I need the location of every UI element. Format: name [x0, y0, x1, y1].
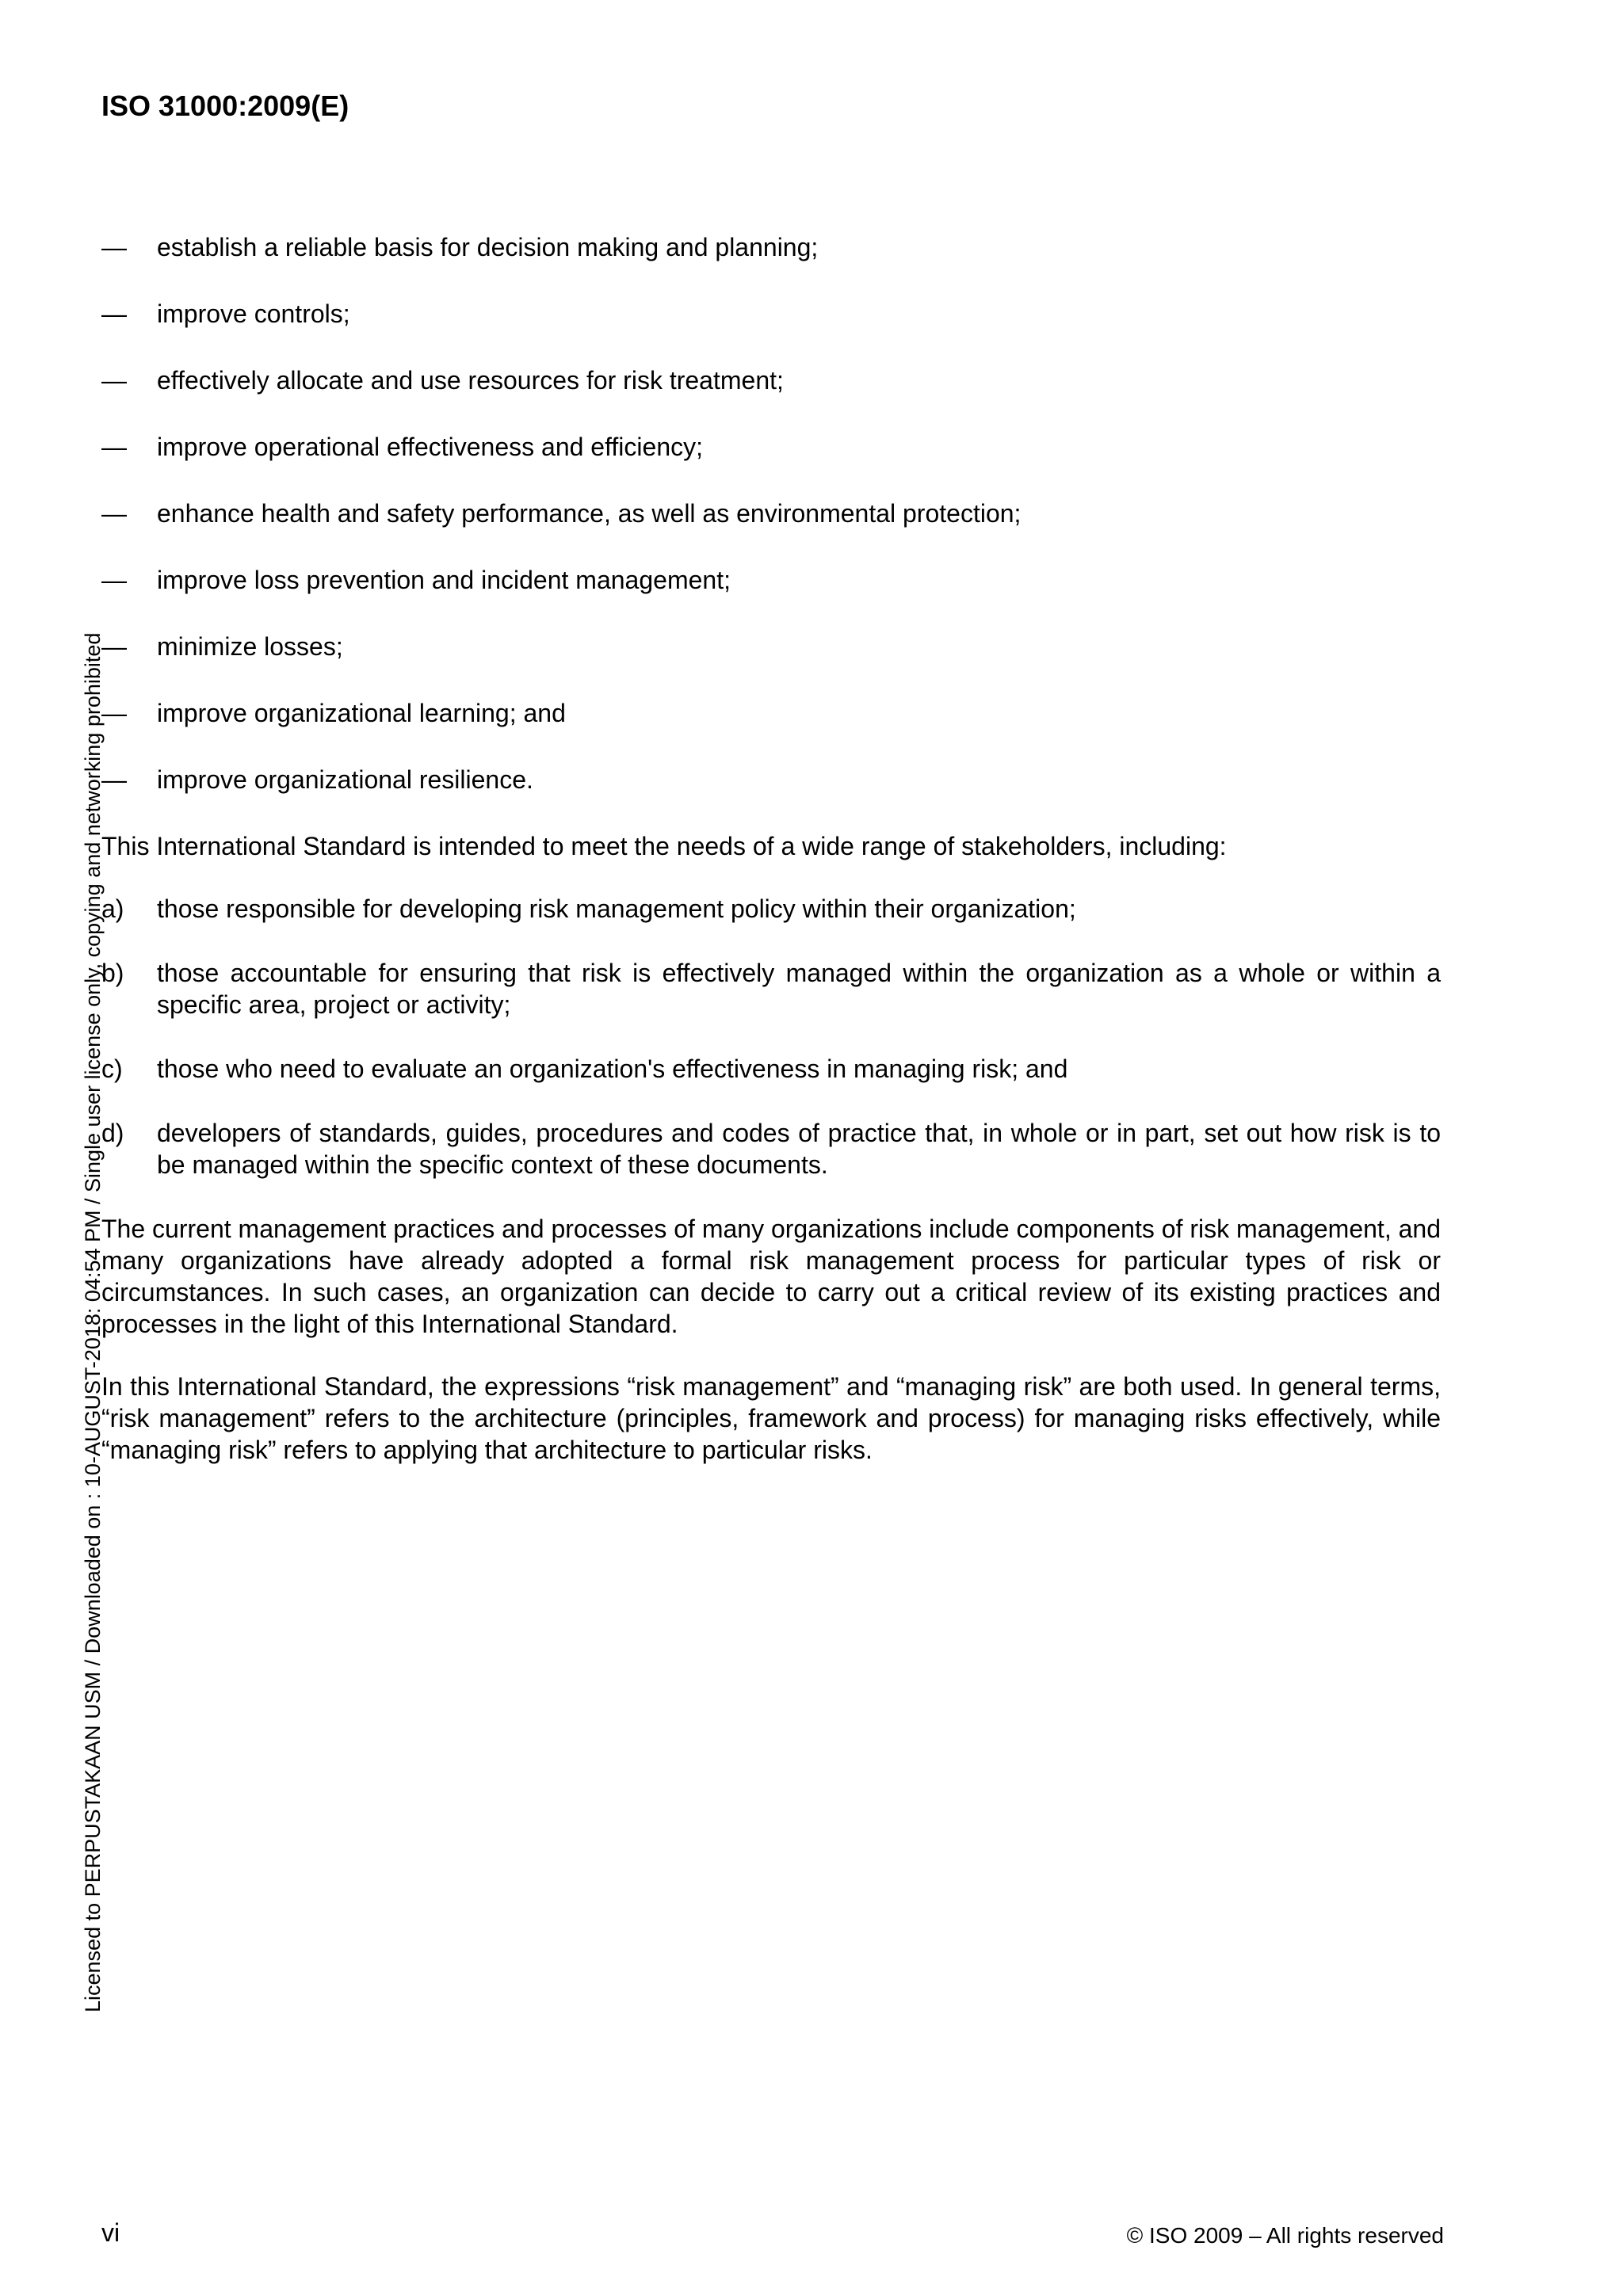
- body-paragraph: The current management practices and processes of many organizations include components of risk management, and many organizations have already adopted a formal risk management process for particular types of risk or circumstances. In such cases, an organization can decide to carry out a critical review of its existing practices and processes in the light of this International Standard.: [101, 1215, 1441, 1338]
- list-item-text: minimize losses;: [157, 632, 343, 661]
- list-item: [101, 431, 1441, 463]
- list-item-text: improve organizational learning; and: [157, 699, 566, 727]
- page-number: vi: [101, 2218, 120, 2247]
- list-item-text: those responsible for developing risk management policy within their organization;: [157, 894, 1076, 923]
- list-item-text: enhance health and safety performance, as well as environmental protection;: [157, 499, 1022, 528]
- dash-marker: —: [101, 433, 127, 461]
- list-item: [101, 631, 1441, 662]
- body-paragraph: In this International Standard, the expressions “risk management” and “managing risk” are both used. In general terms, “risk management” refers to the architecture (principles, framework and process) for managing risks effectively, while “managing risk” refers to applying that architecture to particular risks.: [101, 1372, 1441, 1464]
- list-item-text: improve organizational resilience.: [157, 765, 533, 794]
- list-marker: d): [101, 1119, 124, 1147]
- list-item-text: those accountable for ensuring that risk is effectively managed within the organization as a whole or within a specific area, project or activity;: [157, 959, 1441, 1019]
- list-marker: a): [101, 894, 124, 923]
- list-item: [101, 893, 1441, 925]
- list-marker: b): [101, 959, 124, 987]
- page-content: [101, 231, 1441, 1497]
- dash-marker: —: [101, 499, 127, 528]
- list-item: [101, 764, 1441, 795]
- list-item: [101, 564, 1441, 596]
- list-item-text: establish a reliable basis for decision making and planning;: [157, 233, 819, 261]
- list-item: [101, 957, 1441, 1020]
- list-item: [101, 298, 1441, 330]
- list-item-text: developers of standards, guides, procedures and codes of practice that, in whole or in part, set out how risk is to be managed within the specific context of these documents.: [157, 1119, 1441, 1179]
- dash-marker: —: [101, 566, 127, 594]
- list-item-text: improve loss prevention and incident management;: [157, 566, 731, 594]
- list-item: [101, 1053, 1441, 1085]
- list-item-text: improve operational effectiveness and efficiency;: [157, 433, 703, 461]
- dash-marker: —: [101, 299, 127, 328]
- dash-marker: —: [101, 699, 127, 727]
- list-item-text: improve controls;: [157, 299, 350, 328]
- intro-paragraph: This International Standard is intended to meet the needs of a wide range of stakeholders, including:: [101, 832, 1227, 860]
- list-marker: c): [101, 1055, 123, 1083]
- list-item: [101, 231, 1441, 263]
- list-item-text: effectively allocate and use resources for risk treatment;: [157, 366, 784, 395]
- list-item: [101, 1117, 1441, 1180]
- copyright-notice: © ISO 2009 – All rights reserved: [1126, 2223, 1444, 2248]
- list-item: [101, 364, 1441, 396]
- dash-marker: —: [101, 765, 127, 794]
- benefits-list: [101, 231, 1441, 795]
- dash-marker: —: [101, 632, 127, 661]
- document-header: ISO 31000:2009(E): [101, 90, 349, 122]
- list-item: [101, 498, 1441, 529]
- list-item-text: those who need to evaluate an organization's effectiveness in managing risk; and: [157, 1055, 1068, 1083]
- stakeholders-list: [101, 893, 1441, 1180]
- dash-marker: —: [101, 366, 127, 395]
- list-item: [101, 697, 1441, 729]
- license-watermark: Licensed to PERPUSTAKAAN USM / Downloaded on : 10-AUGUST-2018: 04:54 PM / Single user license only, copying and networking prohibited: [81, 632, 105, 2012]
- dash-marker: —: [101, 233, 127, 261]
